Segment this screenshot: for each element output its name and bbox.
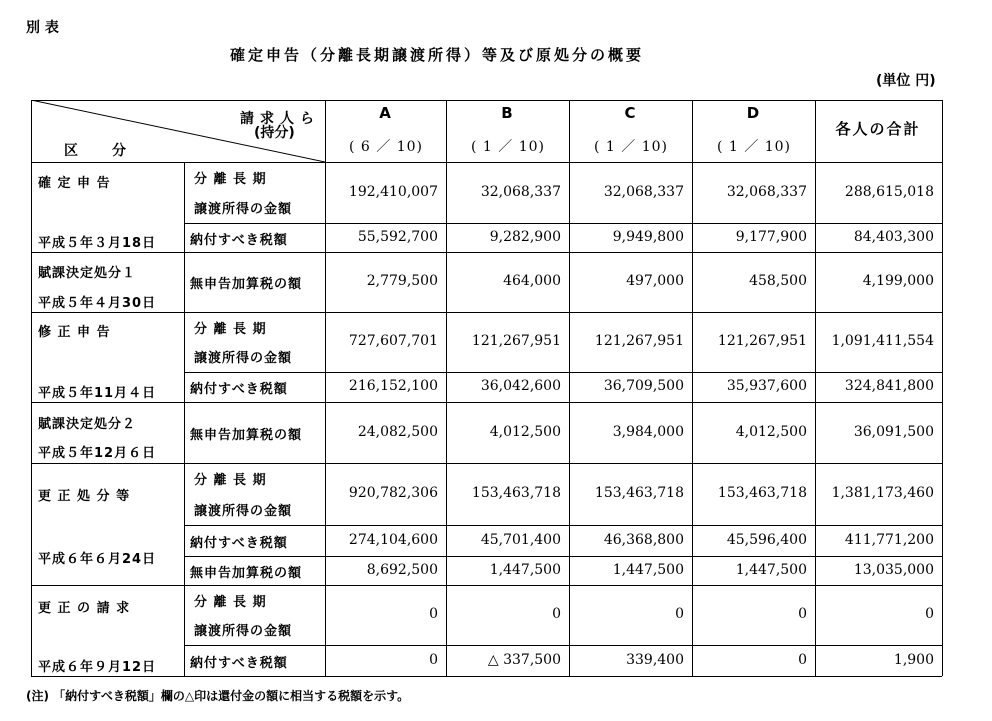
item-label: 納付すべき税額: [190, 535, 288, 551]
value-cell: 0: [552, 606, 561, 622]
value-cell: 55,592,700: [357, 228, 438, 245]
total-value-cell: 324,841,800: [844, 378, 934, 394]
value-cell: 727,607,701: [348, 333, 438, 349]
group-date: 平成５年４月30日: [38, 296, 157, 311]
group-date: 平成５年11月４日: [38, 386, 157, 401]
item-label: 譲渡所得の金額: [194, 624, 293, 639]
group-date: 平成６年９月12日: [38, 660, 157, 675]
item-label: 納付すべき税額: [190, 382, 288, 397]
document-title: 確定申告（分離長期譲渡所得）等及び原処分の概要: [230, 46, 645, 64]
value-cell: 1,447,500: [612, 561, 684, 578]
value-cell: 3,984,000: [612, 423, 684, 440]
value-cell: 121,267,951: [717, 333, 807, 349]
value-cell: 153,463,718: [471, 485, 561, 501]
row-divider: [184, 645, 942, 646]
row-divider: [31, 402, 942, 403]
total-value-cell: 411,771,200: [844, 531, 934, 548]
value-cell: 2,779,500: [366, 273, 438, 289]
group-date: 平成５年３月18日: [38, 236, 157, 251]
group-title: 修 正 申 告: [38, 325, 111, 340]
column-divider: [325, 100, 326, 676]
value-cell: 121,267,951: [471, 333, 561, 349]
item-label: 分 離 長 期: [194, 473, 267, 488]
column-divider: [815, 100, 816, 676]
total-value-cell: 4,199,000: [862, 273, 934, 289]
value-cell: 32,068,337: [726, 183, 807, 200]
value-cell: 497,000: [626, 273, 684, 289]
total-value-cell: 0: [925, 606, 934, 622]
value-cell: 45,596,400: [726, 531, 807, 548]
table-left-border: [31, 100, 32, 676]
group-title: 確 定 申 告: [38, 176, 111, 191]
item-label: 譲渡所得の金額: [194, 504, 293, 519]
value-cell: 1,447,500: [489, 561, 561, 578]
page-label: 別 表: [26, 20, 59, 36]
item-label: 納付すべき税額: [190, 655, 288, 671]
row-divider: [31, 252, 942, 253]
person-b-share: ( 1 ／ 10): [471, 139, 545, 155]
table-bottom-border: [31, 676, 942, 677]
total-value-cell: 1,900: [893, 651, 934, 668]
value-cell: 35,937,600: [726, 378, 807, 394]
value-cell: 920,782,306: [348, 485, 438, 501]
value-cell: 36,709,500: [603, 378, 684, 394]
row-divider: [31, 162, 942, 163]
value-cell: 4,012,500: [735, 423, 807, 440]
value-cell: 9,282,900: [489, 228, 561, 245]
column-divider: [569, 100, 570, 676]
row-divider: [184, 372, 942, 373]
total-value-cell: 36,091,500: [853, 423, 934, 440]
value-cell: 32,068,337: [603, 183, 684, 200]
value-cell: 24,082,500: [357, 423, 438, 440]
value-cell: 121,267,951: [594, 333, 684, 349]
item-label: 譲渡所得の金額: [194, 202, 293, 217]
group-title: 賦課決定処分２: [38, 417, 137, 432]
value-cell: 0: [429, 651, 438, 668]
total-value-cell: 13,035,000: [853, 561, 934, 578]
value-cell: 153,463,718: [717, 485, 807, 501]
row-divider: [184, 525, 942, 526]
group-date: 平成６年６月24日: [38, 552, 157, 567]
group-title: 更 正 処 分 等: [38, 489, 131, 504]
table-top-border: [31, 100, 942, 101]
row-divider: [184, 556, 942, 557]
column-divider: [692, 100, 693, 676]
person-c-share: ( 1 ／ 10): [594, 139, 668, 155]
person-b-name: B: [501, 104, 515, 122]
value-cell: 9,177,900: [735, 228, 807, 245]
column-divider: [184, 162, 185, 676]
value-cell: 0: [429, 606, 438, 622]
person-a-name: A: [379, 104, 393, 122]
value-cell: 464,000: [503, 273, 561, 289]
item-label: 無申告加算税の額: [190, 565, 303, 581]
column-divider: [446, 100, 447, 676]
item-label: 無申告加算税の額: [190, 427, 303, 443]
person-d-name: D: [746, 104, 762, 122]
group-date: 平成５年12月６日: [38, 446, 157, 461]
value-cell: △ 337,500: [487, 651, 561, 668]
total-value-cell: 1,381,173,460: [831, 485, 934, 501]
item-label: 分 離 長 期: [194, 322, 267, 337]
value-cell: 46,368,800: [603, 531, 684, 548]
value-cell: 45,701,400: [480, 531, 561, 548]
requester-label: 請求人ら: [240, 111, 320, 127]
value-cell: 32,068,337: [480, 183, 561, 200]
value-cell: 36,042,600: [480, 378, 561, 394]
footnote: (注) 「納付すべき税額」欄の△印は還付金の額に相当する税額を示す。: [26, 689, 410, 703]
value-cell: 1,447,500: [735, 561, 807, 578]
item-label: 譲渡所得の金額: [194, 351, 293, 366]
group-title: 賦課決定処分１: [38, 266, 137, 281]
total-value-cell: 1,091,411,554: [831, 333, 934, 349]
value-cell: 9,949,800: [612, 228, 684, 245]
person-c-name: C: [624, 104, 638, 122]
category-label: 区 分: [64, 143, 136, 159]
item-label: 納付すべき税額: [190, 232, 288, 248]
value-cell: 458,500: [749, 273, 807, 289]
value-cell: 8,692,500: [366, 561, 438, 578]
row-divider: [31, 585, 942, 586]
total-value-cell: 288,615,018: [844, 183, 934, 200]
row-divider: [31, 312, 942, 313]
value-cell: 0: [798, 606, 807, 622]
group-title: 更 正 の 請 求: [38, 601, 131, 616]
share-label: (持分): [254, 125, 295, 141]
value-cell: 0: [798, 651, 807, 668]
item-label: 分 離 長 期: [194, 595, 267, 610]
value-cell: 339,400: [626, 651, 684, 668]
person-a-share: ( 6 ／ 10): [349, 139, 423, 155]
value-cell: 274,104,600: [348, 531, 438, 548]
total-value-cell: 84,403,300: [853, 228, 934, 245]
person-d-share: ( 1 ／ 10): [717, 139, 791, 155]
row-divider: [31, 463, 942, 464]
item-label: 無申告加算税の額: [190, 277, 303, 292]
item-label: 分 離 長 期: [194, 172, 267, 187]
table-right-border: [942, 100, 943, 676]
value-cell: 192,410,007: [348, 183, 438, 200]
row-divider: [184, 223, 942, 224]
value-cell: 153,463,718: [594, 485, 684, 501]
value-cell: 0: [675, 606, 684, 622]
total-label: 各人の合計: [835, 120, 921, 138]
unit-label: (単位 円): [876, 73, 936, 89]
value-cell: 4,012,500: [489, 423, 561, 440]
value-cell: 216,152,100: [348, 378, 438, 394]
